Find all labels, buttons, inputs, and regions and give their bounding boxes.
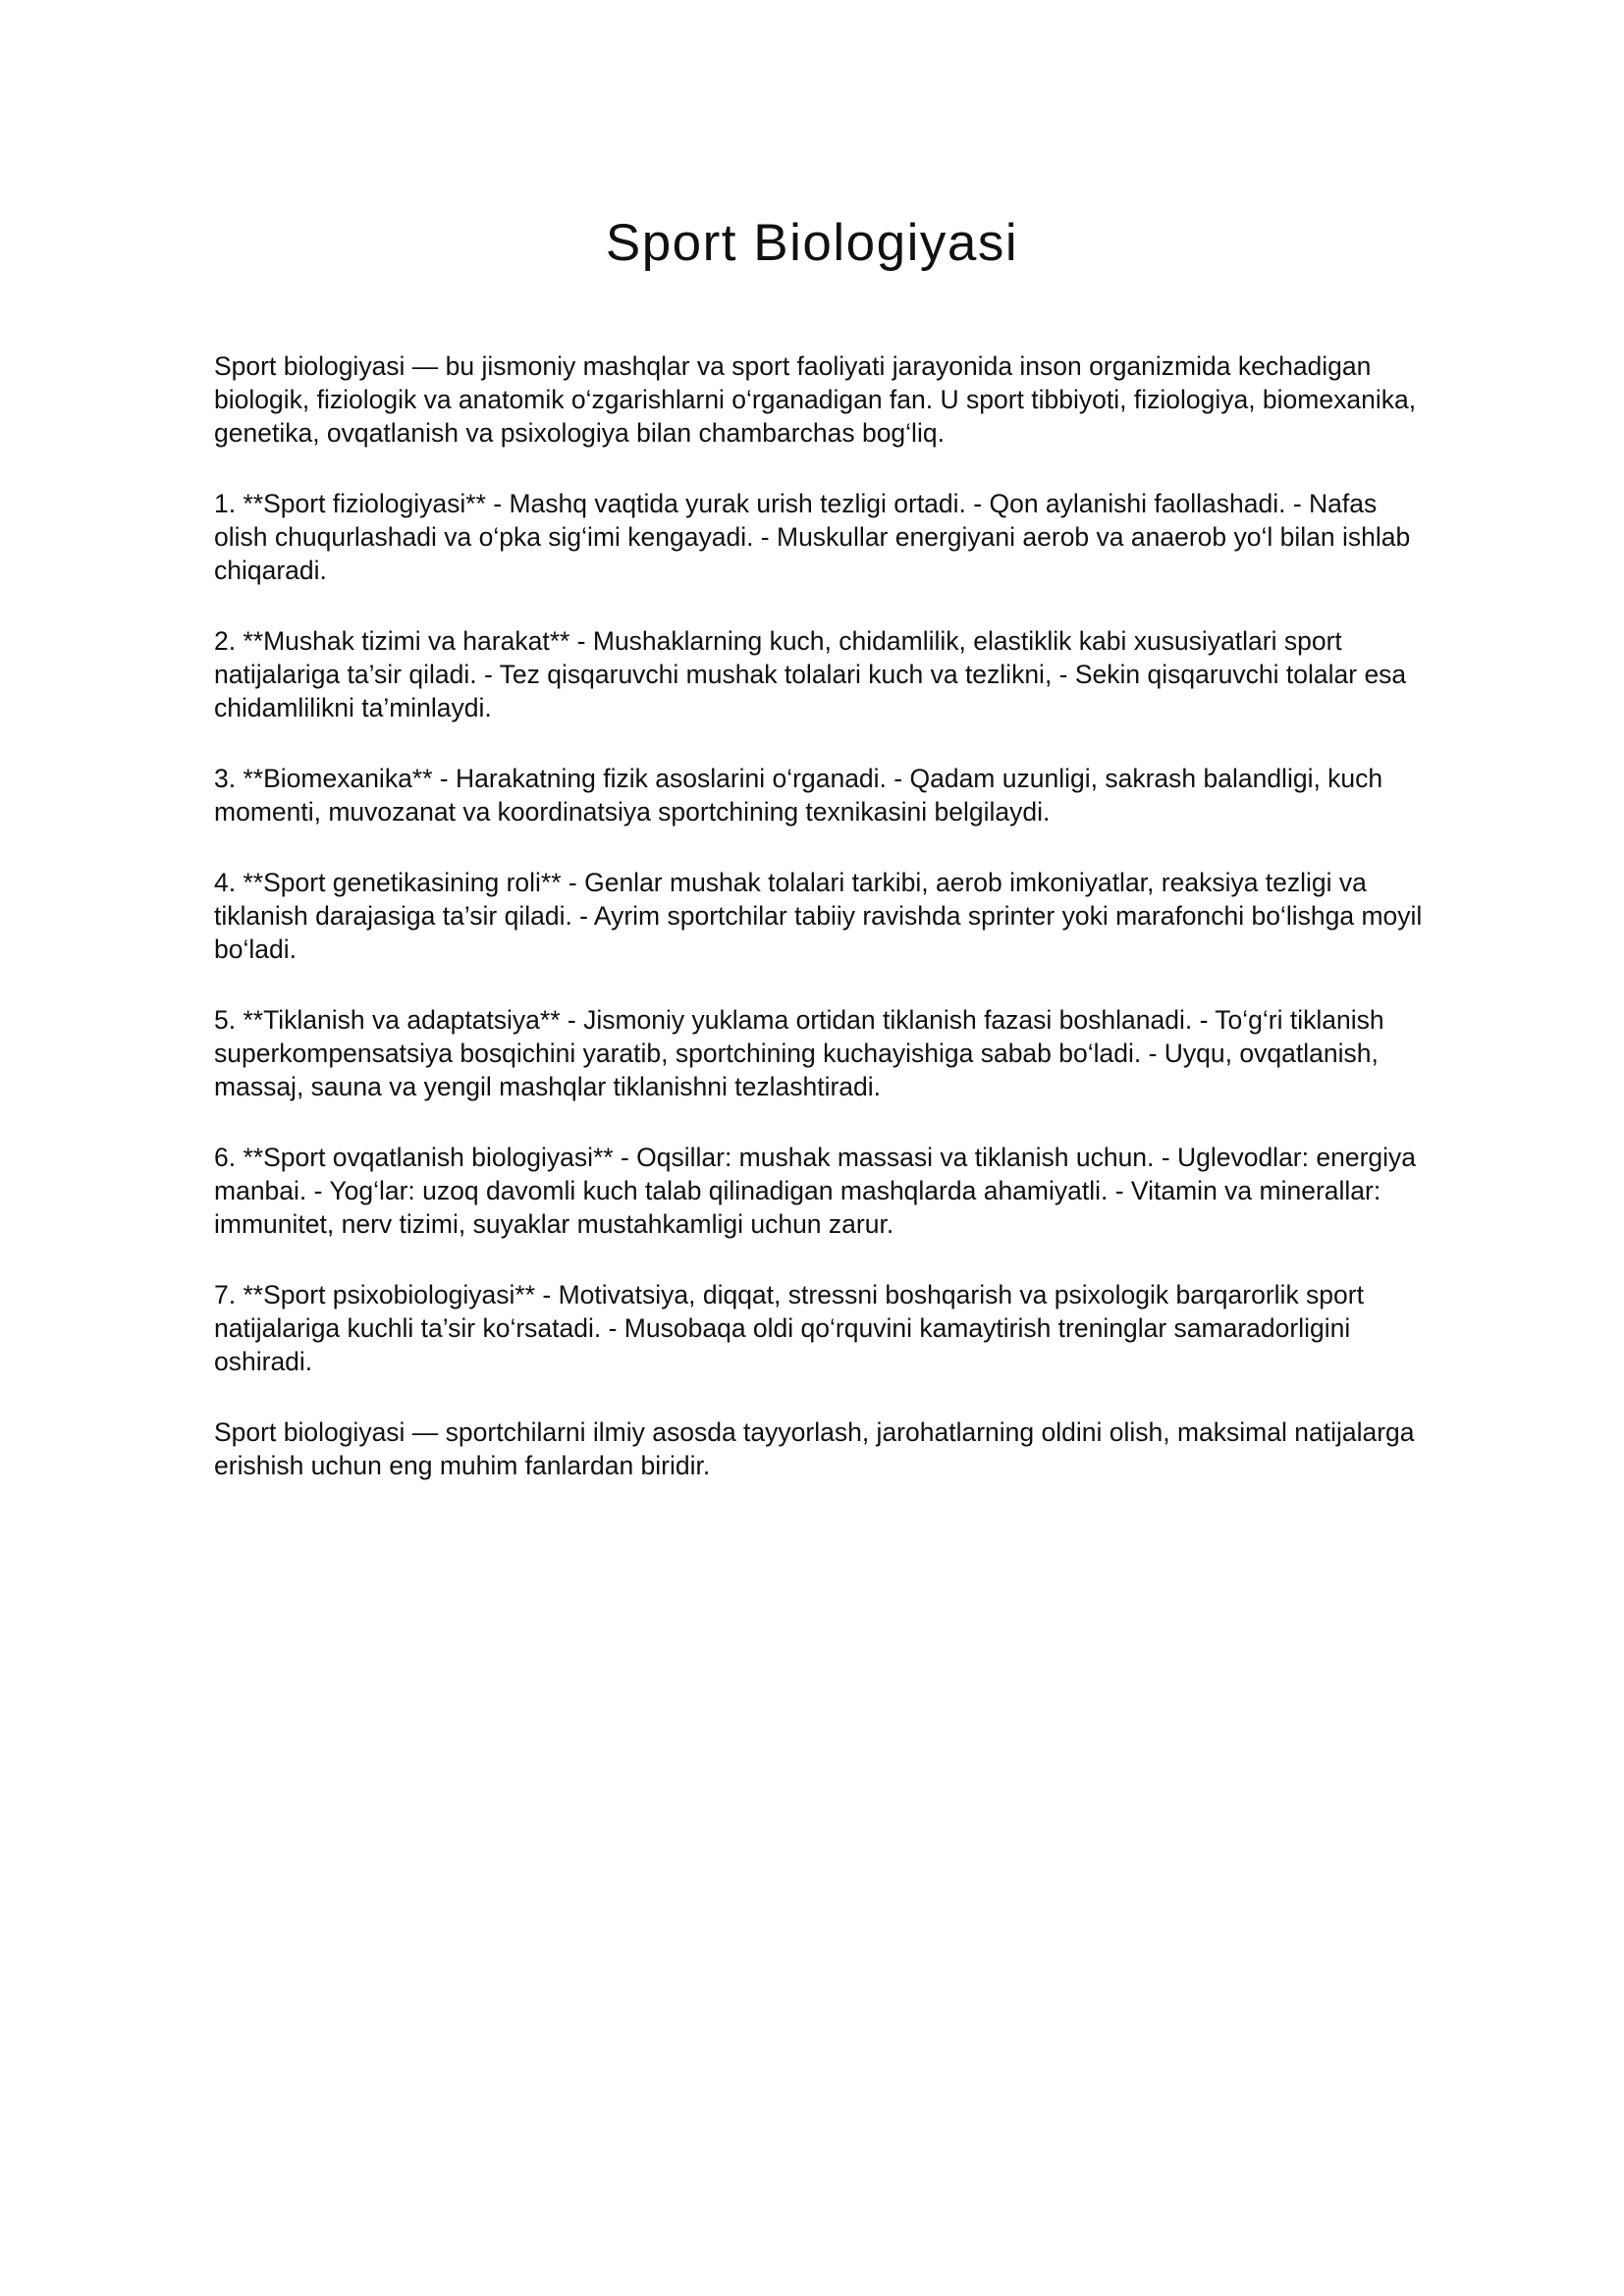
section-sport-genetics: 4. **Sport genetikasining roli** - Genlar mushak tolalari tarkibi, aerob imkoniyatlar, reaksiya tezligi va tiklanish darajasiga ta’sir qiladi. - Ayrim sportchilar tabiiy ravishda sprinter yoki marafonchi bo‘lishga moyil bo‘ladi. — [214, 868, 1423, 964]
intro-paragraph: Sport biologiyasi — bu jismoniy mashqlar va sport faoliyati jarayonida inson organizmida kechadigan biologik, fiziologik va anatomik o‘zgarishlarni o‘rganadigan fan. U sport tibbiyoti, fiziologiya, biomexanika, genetika, ovqatlanish va psixologiya bilan chambarchas bog‘liq. — [214, 351, 1417, 448]
section-biomechanics: 3. **Biomexanika** - Harakatning fizik asoslarini o‘rganadi. - Qadam uzunligi, sakrash balandligi, kuch momenti, muvozanat va koordinatsiya sportchining texnikasini belgilaydi. — [214, 764, 1383, 827]
page-title: Sport Biologiyasi — [605, 214, 1019, 272]
section-sport-nutrition: 6. **Sport ovqatlanish biologiyasi** - Oqsillar: mushak massasi va tiklanish uchun. - Uglevodlar: energiya manbai. - Yog‘lar: uzoq davomli kuch talab qilinadigan mashqlarda ahamiyatli. - Vitamin va minerallar: immunitet, nerv tizimi, suyaklar mustahkamligi uchun zarur. — [214, 1143, 1417, 1239]
conclusion-paragraph: Sport biologiyasi — sportchilarni ilmiy asosda tayyorlash, jarohatlarning oldini olish, maksimal natijalarga erishish uchun eng muhim fanlardan biridir. — [214, 1417, 1415, 1480]
section-sport-physiology: 1. **Sport fiziologiyasi** - Mashq vaqtida yurak urish tezligi ortadi. - Qon aylanishi faollashadi. - Nafas olish chuqurlashadi va o‘pka sig‘imi kengayadi. - Muskullar energiyani aerob va anaerob yo‘l bilan ishlab chiqaradi. — [214, 489, 1411, 585]
section-muscle-system: 2. **Mushak tizimi va harakat** - Mushaklarning kuch, chidamlilik, elastiklik kabi xususiyatlari sport natijalariga ta’sir qiladi. - Tez qisqaruvchi mushak tolalari kuch va tezlikni, - Sekin qisqaruvchi tolalar esa chidamlilikni ta’minlaydi. — [214, 626, 1407, 722]
document-body — [214, 349, 1432, 1520]
section-sport-psychobiology: 7. **Sport psixobiologiyasi** - Motivatsiya, diqqat, stressni boshqarish va psixologik barqarorlik sport natijalariga kuchli ta’sir ko‘rsatadi. - Musobaqa oldi qo‘rquvini kamaytirish treninglar samaradorligini oshiradi. — [214, 1280, 1364, 1376]
section-recovery-adaptation: 5. **Tiklanish va adaptatsiya** - Jismoniy yuklama ortidan tiklanish fazasi boshlanadi. - To‘g‘ri tiklanish superkompensatsiya bosqichini yaratib, sportchining kuchayishiga sabab bo‘ladi. - Uyqu, ovqatlanish, massaj, sauna va yengil mashqlar tiklanishni tezlashtiradi. — [214, 1005, 1384, 1101]
